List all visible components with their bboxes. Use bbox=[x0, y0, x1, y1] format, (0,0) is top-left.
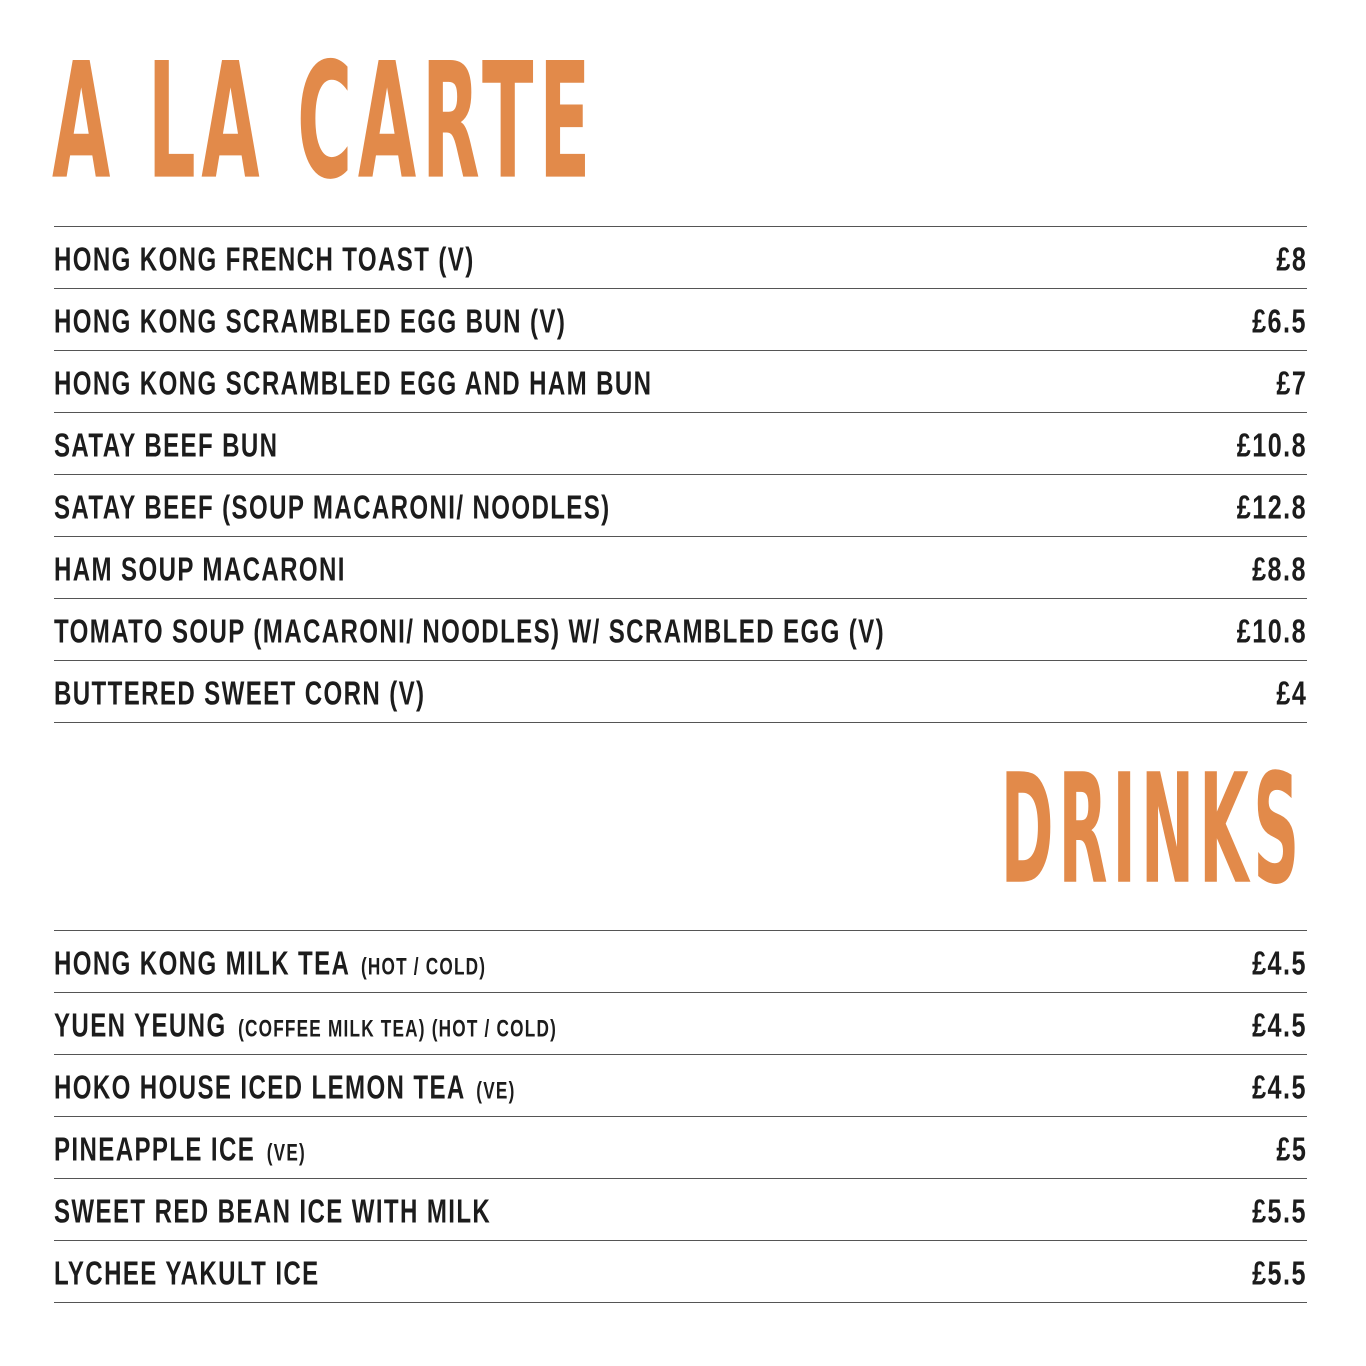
a-la-carte-list bbox=[54, 226, 1307, 723]
menu-item bbox=[54, 661, 1307, 723]
menu-item-name: TOMATO SOUP (MACARONI/ NOODLES) W/ SCRAMBLED EGG (V) bbox=[54, 612, 885, 650]
drink-name-text: LYCHEE YAKULT ICE bbox=[54, 1254, 320, 1292]
drink-name-text: HONG KONG MILK TEA bbox=[54, 944, 350, 982]
drink-item-name bbox=[54, 1131, 306, 1169]
menu-item-price: £10.8 bbox=[1236, 426, 1307, 464]
drink-item-note: (HOT / COLD) bbox=[360, 954, 487, 981]
menu-item-price: £8.8 bbox=[1252, 550, 1307, 588]
menu-item bbox=[54, 413, 1307, 475]
drink-name-text: SWEET RED BEAN ICE WITH MILK bbox=[54, 1192, 492, 1230]
menu-item-price: £12.8 bbox=[1236, 488, 1307, 526]
drinks-list bbox=[54, 930, 1307, 1303]
drink-item-price: £4.5 bbox=[1252, 1068, 1307, 1106]
menu-item bbox=[54, 599, 1307, 661]
drink-item-price: £5.5 bbox=[1252, 1192, 1307, 1230]
menu-item-name: SATAY BEEF (SOUP MACARONI/ NOODLES) bbox=[54, 488, 611, 526]
drink-name-text: PINEAPPLE ICE bbox=[54, 1130, 256, 1168]
menu-item-name: HAM SOUP MACARONI bbox=[54, 550, 346, 588]
drink-item-name bbox=[54, 945, 486, 983]
menu-item bbox=[54, 475, 1307, 537]
drink-item-name bbox=[54, 1193, 495, 1231]
drink-item bbox=[54, 1117, 1307, 1179]
a-la-carte-heading: A LA CARTE bbox=[52, 30, 597, 216]
menu-item-name: HONG KONG FRENCH TOAST (V) bbox=[54, 240, 475, 278]
menu-item bbox=[54, 289, 1307, 351]
menu-item-name: HONG KONG SCRAMBLED EGG AND HAM BUN bbox=[54, 364, 653, 402]
menu-item bbox=[54, 227, 1307, 289]
menu-item-name: HONG KONG SCRAMBLED EGG BUN (V) bbox=[54, 302, 567, 340]
drink-item bbox=[54, 931, 1307, 993]
drink-item bbox=[54, 1055, 1307, 1117]
drink-item-price: £5.5 bbox=[1252, 1254, 1307, 1292]
menu-item-price: £10.8 bbox=[1236, 612, 1307, 650]
menu-item bbox=[54, 351, 1307, 413]
menu-item-price: £7 bbox=[1276, 364, 1307, 402]
drinks-heading: DRINKS bbox=[1000, 743, 1304, 919]
menu-item bbox=[54, 537, 1307, 599]
drink-item-name bbox=[54, 1007, 557, 1045]
drink-item-note: (VE) bbox=[266, 1140, 306, 1167]
menu-item-name: SATAY BEEF BUN bbox=[54, 426, 279, 464]
drink-item-price: £5 bbox=[1276, 1130, 1307, 1168]
drink-item bbox=[54, 1179, 1307, 1241]
drink-item-note: (VE) bbox=[476, 1078, 516, 1105]
menu-item-price: £8 bbox=[1276, 240, 1307, 278]
drink-item-name bbox=[54, 1255, 323, 1293]
menu-item-price: £4 bbox=[1276, 674, 1307, 712]
drink-name-text: HOKO HOUSE ICED LEMON TEA bbox=[54, 1068, 465, 1106]
drink-item-note: (COFFEE MILK TEA) (HOT / COLD) bbox=[238, 1016, 558, 1043]
drink-item-price: £4.5 bbox=[1252, 1006, 1307, 1044]
menu-item-price: £6.5 bbox=[1252, 302, 1307, 340]
drink-item bbox=[54, 1241, 1307, 1303]
drink-item-name bbox=[54, 1069, 516, 1107]
menu-item-name: BUTTERED SWEET CORN (V) bbox=[54, 674, 426, 712]
drink-name-text: YUEN YEUNG bbox=[54, 1006, 227, 1044]
drink-item-price: £4.5 bbox=[1252, 944, 1307, 982]
drink-item bbox=[54, 993, 1307, 1055]
